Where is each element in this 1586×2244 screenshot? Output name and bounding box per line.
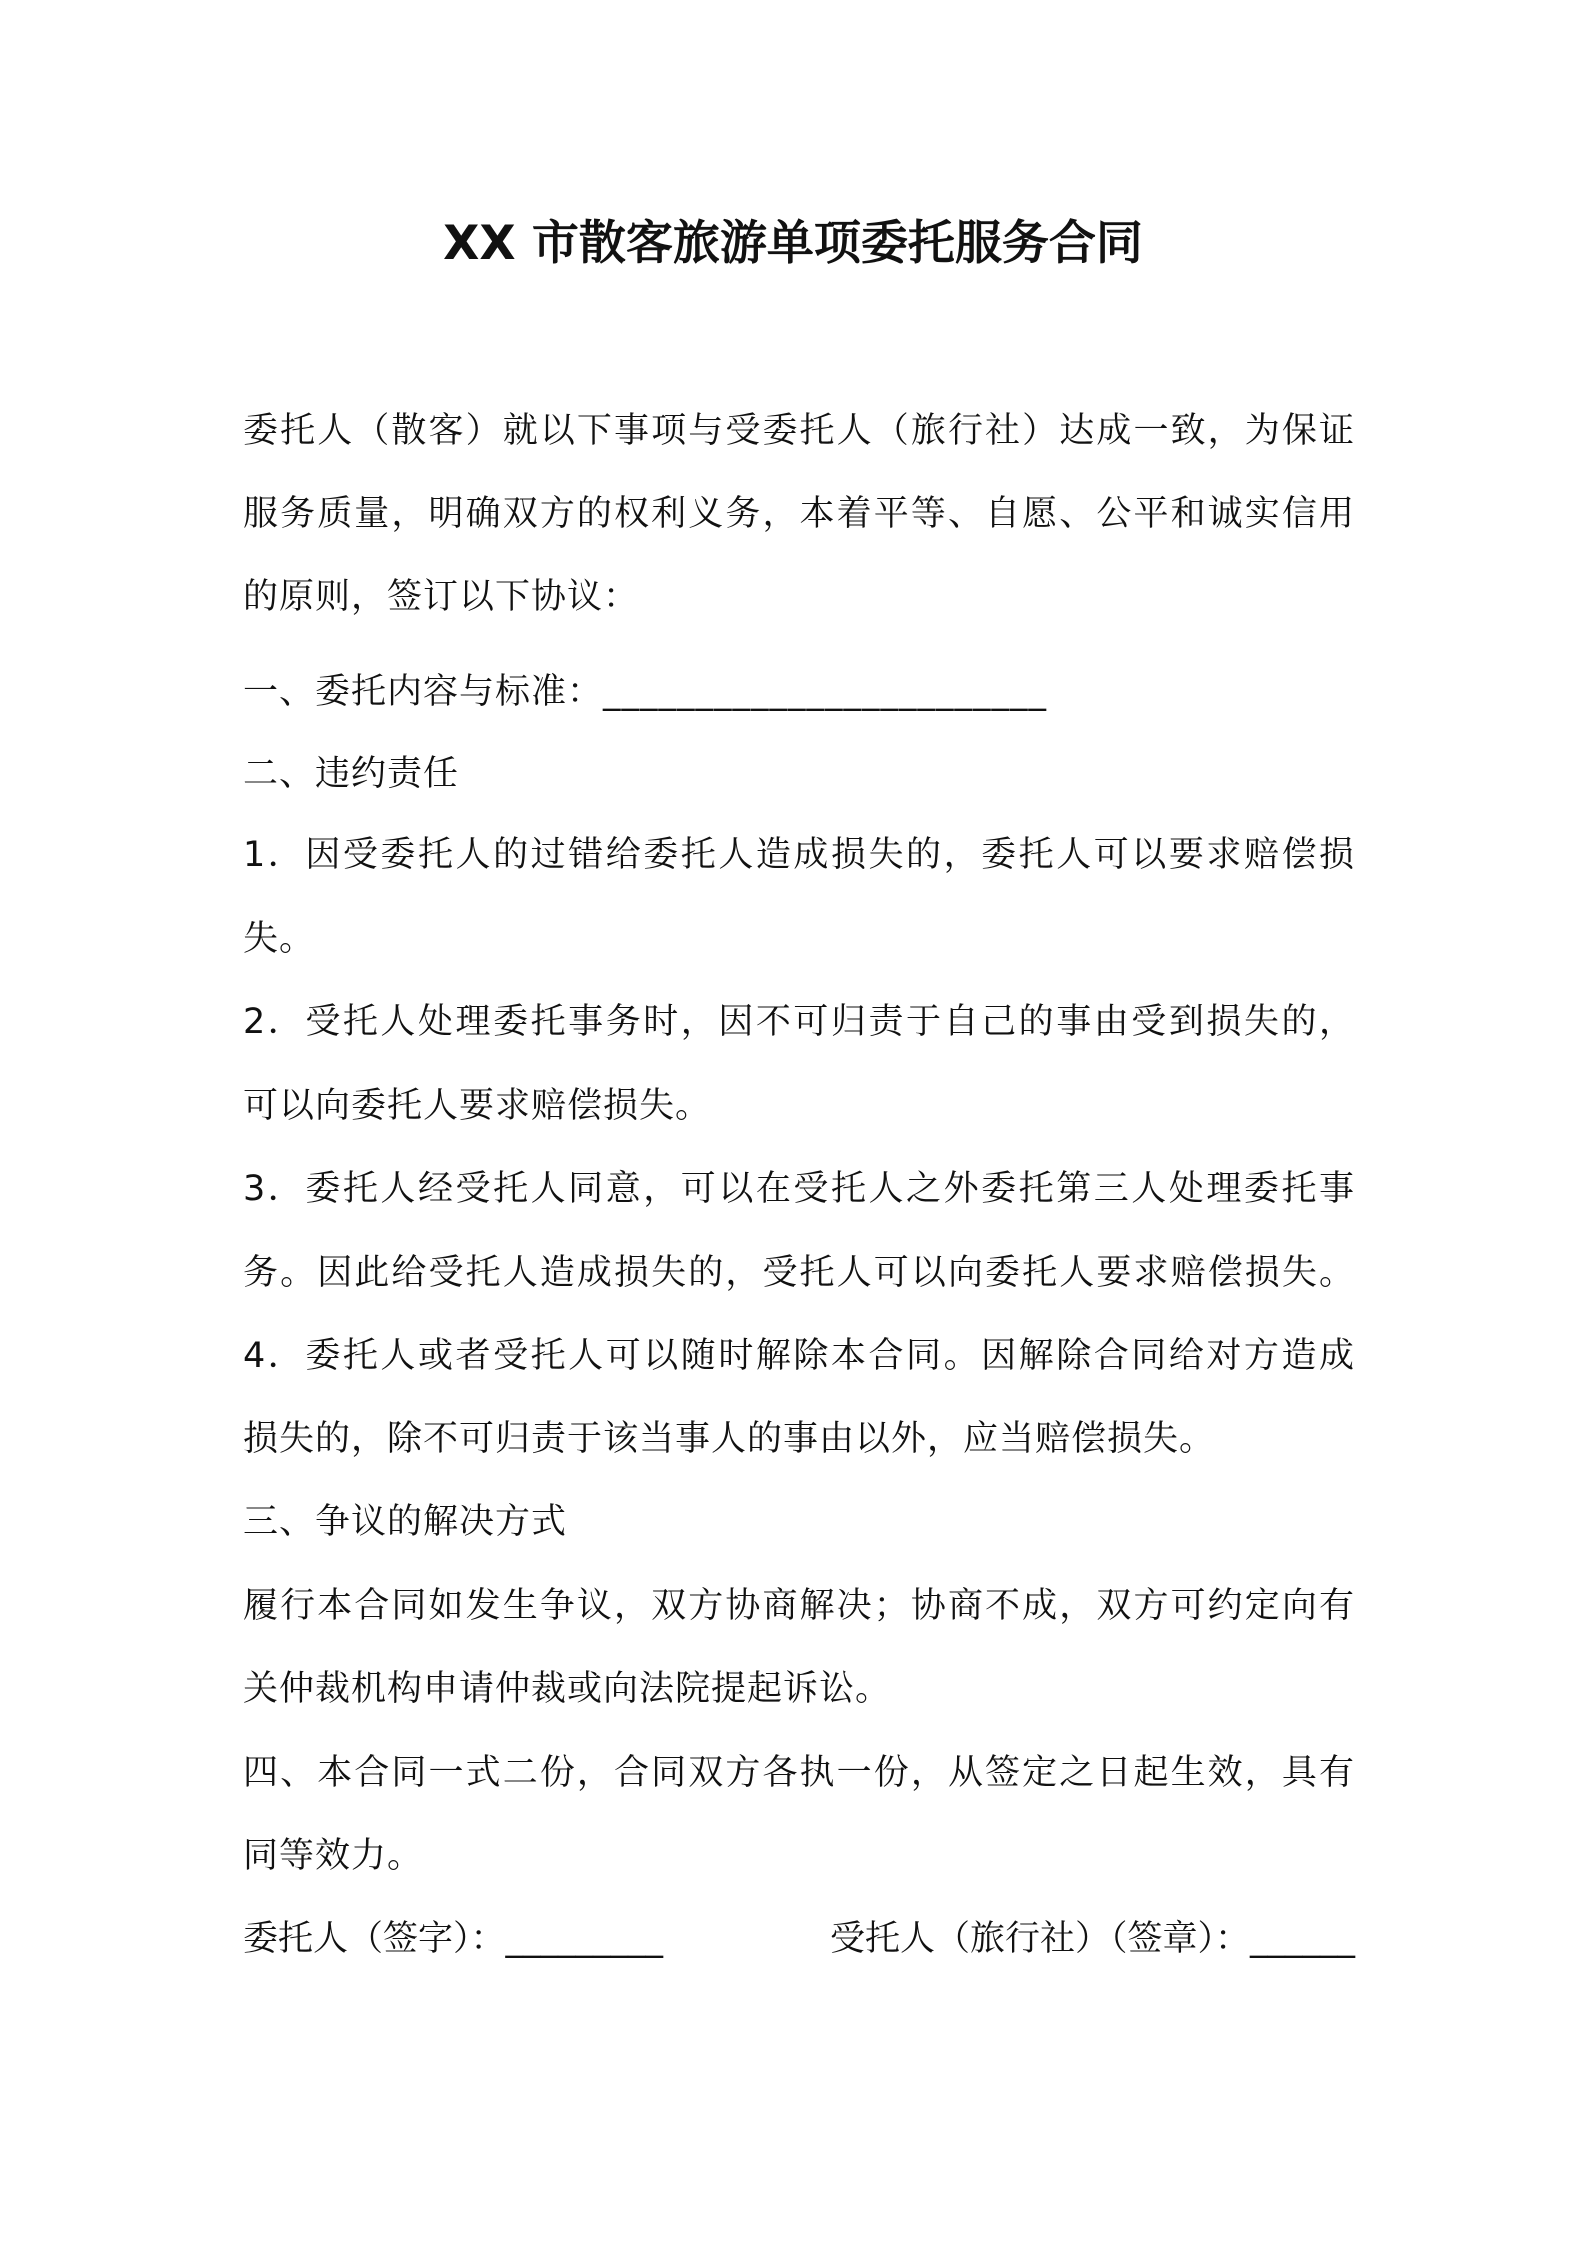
section-3-line-1: 履行本合同如发生争议，双方协商解决；协商不成，双方可约定向有	[243, 1586, 1355, 1626]
clause-2-line-1: 2．受托人处理委托事务时，因不可归责于自己的事由受到损失的，	[243, 1002, 1355, 1042]
section-3-line-2: 关仲裁机构申请仲裁或向法院提起诉讼。	[243, 1669, 892, 1709]
section-1-heading: 一、委托内容与标准：________________________	[243, 672, 1048, 712]
clause-1-line-2: 失。	[243, 919, 316, 959]
clause-1-line-1: 1．因受委托人的过错给委托人造成损失的，委托人可以要求赔偿损	[243, 835, 1355, 875]
clause-2-line-2: 可以向委托人要求赔偿损失。	[243, 1086, 712, 1126]
clause-4-line-2: 损失的，除不可归责于该当事人的事由以外，应当赔偿损失。	[243, 1419, 1216, 1459]
intro-line-1: 委托人（散客）就以下事项与受委托人（旅行社）达成一致，为保证	[243, 411, 1355, 451]
intro-line-2: 服务质量，明确双方的权利义务，本着平等、自愿、公平和诚实信用	[243, 494, 1355, 534]
clause-3-line-1: 3．委托人经受托人同意，可以在受托人之外委托第三人处理委托事	[243, 1169, 1355, 1209]
document-title: XX 市散客旅游单项委托服务合同	[443, 216, 1143, 271]
intro-line-3: 的原则，签订以下协议：	[243, 577, 640, 617]
clause-4-line-1: 4．委托人或者受托人可以随时解除本合同。因解除合同给对方造成	[243, 1336, 1355, 1376]
section-4-line-1: 四、本合同一式二份，合同双方各执一份，从签定之日起生效，具有	[243, 1753, 1355, 1793]
clause-3-line-2: 务。因此给受托人造成损失的，受托人可以向委托人要求赔偿损失。	[243, 1253, 1355, 1293]
section-4-line-2: 同等效力。	[243, 1836, 424, 1876]
client-signature: 委托人（签字）：_________	[243, 1919, 664, 1959]
agency-signature: 受托人（旅行社）（签章）：______	[829, 1919, 1355, 1959]
section-2-heading: 二、违约责任	[243, 754, 460, 794]
section-3-heading: 三、争议的解决方式	[243, 1502, 568, 1542]
